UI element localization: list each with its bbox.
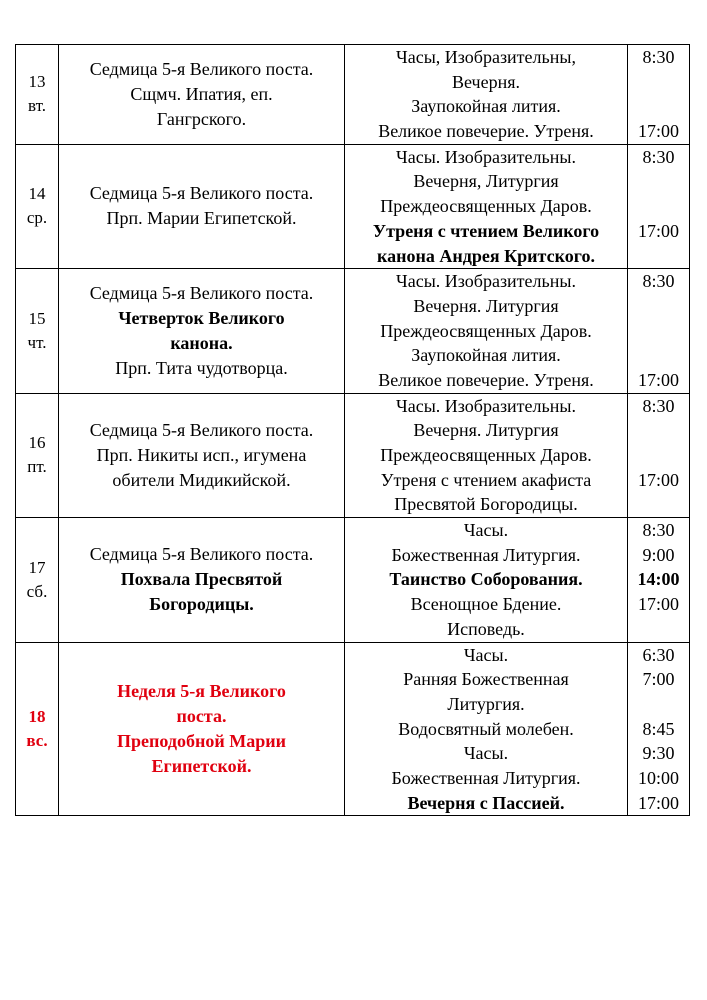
service-time: 17:00 xyxy=(637,469,679,490)
weekday-abbr: чт. xyxy=(27,332,47,352)
service-time xyxy=(628,492,689,517)
description-line: Преподобной Марии xyxy=(117,730,286,751)
service-time xyxy=(628,418,689,443)
schedule-row xyxy=(16,393,690,517)
weekday-abbr: вс. xyxy=(26,730,48,750)
day-description xyxy=(59,393,345,517)
services-cell xyxy=(345,518,628,642)
day-description xyxy=(59,45,345,145)
day-cell xyxy=(16,45,59,145)
schedule-row xyxy=(16,144,690,268)
weekday-abbr: вт. xyxy=(27,96,46,116)
service-line: Вечерня. Литургия xyxy=(413,295,559,316)
weekday-abbr: ср. xyxy=(26,208,48,228)
service-line: Часы. Изобразительны. xyxy=(396,271,576,292)
service-line: Вечерня с Пассией. xyxy=(407,792,565,813)
times-cell xyxy=(628,45,690,145)
service-time xyxy=(628,70,689,95)
day-description xyxy=(59,269,345,393)
service-line: Преждеосвященных Даров. xyxy=(380,445,592,465)
description-line: Седмица 5-я Великого поста. xyxy=(89,183,314,204)
description-line: Гангрского. xyxy=(156,108,247,129)
service-time xyxy=(628,692,689,717)
day-cell xyxy=(16,518,59,642)
service-line: Вечерня. xyxy=(451,71,520,92)
day-number: 17 xyxy=(28,557,46,577)
day-number: 13 xyxy=(28,72,46,92)
description-line: Четверток Великого xyxy=(118,307,285,328)
day-cell xyxy=(16,642,59,816)
service-time: 17:00 xyxy=(637,369,679,390)
service-time: 8:30 xyxy=(642,146,675,167)
weekday-abbr: сб. xyxy=(26,581,48,601)
day-cell xyxy=(16,144,59,268)
schedule-row xyxy=(16,269,690,393)
day-number: 15 xyxy=(28,308,46,328)
service-time: 10:00 xyxy=(637,767,679,788)
service-line: Утреня с чтением Великого xyxy=(372,220,600,241)
description-line: Богородицы. xyxy=(149,594,254,615)
description-line: Прп. Марии Египетской. xyxy=(106,208,297,229)
day-description xyxy=(59,518,345,642)
day-number: 14 xyxy=(28,184,46,204)
service-line: Часы. xyxy=(463,520,509,541)
weekday-abbr: пт. xyxy=(27,457,47,477)
service-time xyxy=(628,169,689,194)
times-cell xyxy=(628,393,690,517)
schedule-row xyxy=(16,45,690,145)
service-line: Божественная Литургия. xyxy=(391,767,581,788)
service-time: 8:30 xyxy=(642,47,675,67)
service-line: Божественная Литургия. xyxy=(391,544,581,565)
schedule-body xyxy=(16,45,690,816)
service-line: Водосвятный молебен. xyxy=(398,718,574,739)
services-cell xyxy=(345,45,628,145)
description-line: Похвала Пресвятой xyxy=(120,569,283,590)
times-cell xyxy=(628,144,690,268)
service-line: Вечерня. Литургия xyxy=(413,420,559,441)
service-time xyxy=(628,244,689,269)
service-time xyxy=(628,294,689,319)
service-time: 9:00 xyxy=(642,544,675,565)
description-line: Прп. Тита чудотворца. xyxy=(115,357,288,378)
service-time xyxy=(628,443,689,468)
description-line: Седмица 5-я Великого поста. xyxy=(89,419,314,440)
service-time: 8:45 xyxy=(642,718,675,739)
services-cell xyxy=(345,393,628,517)
service-line: Часы. Изобразительны. xyxy=(396,146,576,167)
description-line: Египетской. xyxy=(151,755,252,776)
service-line: Преждеосвященных Даров. xyxy=(380,320,592,341)
service-line: Часы. xyxy=(463,644,509,665)
description-line: поста. xyxy=(176,705,227,726)
service-time xyxy=(628,94,689,119)
services-cell xyxy=(345,269,628,393)
schedule-row xyxy=(16,518,690,642)
service-time: 9:30 xyxy=(642,743,675,764)
service-time xyxy=(628,319,689,344)
times-cell xyxy=(628,518,690,642)
service-time: 8:30 xyxy=(642,271,675,292)
times-cell xyxy=(628,269,690,393)
service-line: Часы, Изобразительны, xyxy=(396,47,576,67)
service-time: 17:00 xyxy=(637,594,679,615)
day-description xyxy=(59,144,345,268)
description-line: Неделя 5-я Великого xyxy=(117,680,286,701)
service-time xyxy=(628,194,689,219)
service-line: Ранняя Божественная xyxy=(403,669,569,690)
schedule-row xyxy=(16,642,690,816)
service-time: 8:30 xyxy=(642,520,675,541)
description-line: обители Мидикийской. xyxy=(112,469,291,490)
schedule-table xyxy=(15,44,690,816)
service-line: Преждеосвященных Даров. xyxy=(380,196,592,217)
service-time: 17:00 xyxy=(637,121,679,142)
services-cell xyxy=(345,642,628,816)
service-line: Литургия. xyxy=(447,693,525,714)
service-time: 7:00 xyxy=(642,669,675,690)
service-line: Часы. Изобразительны. xyxy=(396,395,576,416)
service-line: Таинство Соборования. xyxy=(389,569,583,590)
service-time: 6:30 xyxy=(642,644,675,665)
service-time: 14:00 xyxy=(637,569,680,590)
service-line: Утреня с чтением акафиста xyxy=(380,469,592,490)
description-line: канона. xyxy=(170,332,233,353)
service-line: Заупокойная лития. xyxy=(411,96,561,117)
services-cell xyxy=(345,144,628,268)
service-time: 17:00 xyxy=(637,792,679,813)
description-line: Прп. Никиты исп., игумена xyxy=(96,444,307,465)
service-line: канона Андрея Критского. xyxy=(377,245,595,266)
day-number: 16 xyxy=(28,433,46,453)
service-time: 8:30 xyxy=(642,395,675,416)
description-line: Сщмч. Ипатия, еп. xyxy=(130,83,273,104)
day-cell xyxy=(16,269,59,393)
day-number: 18 xyxy=(28,706,46,726)
service-line: Заупокойная лития. xyxy=(411,345,561,366)
service-line: Исповедь. xyxy=(447,618,525,639)
service-line: Великое повечерие. Утреня. xyxy=(378,121,594,142)
service-line: Пресвятой Богородицы. xyxy=(394,494,578,515)
service-line: Часы. xyxy=(463,743,509,764)
service-time xyxy=(628,617,689,642)
service-line: Великое повечерие. Утреня. xyxy=(378,369,594,390)
description-line: Седмица 5-я Великого поста. xyxy=(89,544,314,565)
description-line: Седмица 5-я Великого поста. xyxy=(89,58,314,79)
service-line: Всенощное Бдение. xyxy=(410,594,562,615)
times-cell xyxy=(628,642,690,816)
service-line: Вечерня, Литургия xyxy=(413,171,559,192)
service-time xyxy=(628,343,689,368)
description-line: Седмица 5-я Великого поста. xyxy=(89,282,314,303)
service-time: 17:00 xyxy=(637,220,679,241)
day-cell xyxy=(16,393,59,517)
day-description xyxy=(59,642,345,816)
